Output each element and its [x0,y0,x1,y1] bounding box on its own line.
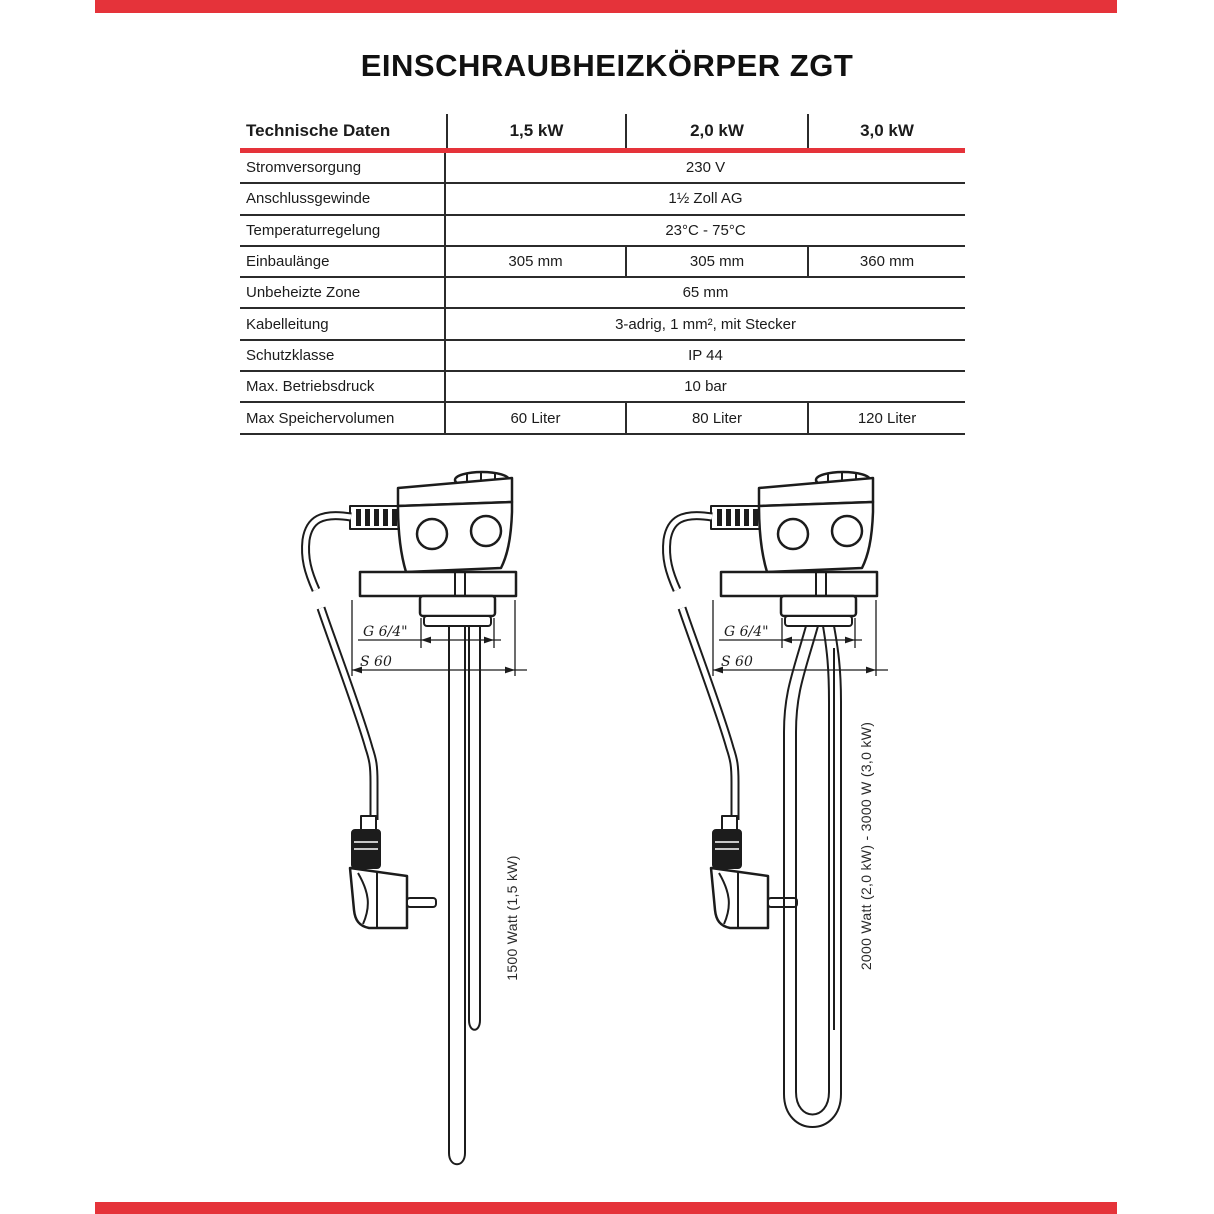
row-value: 23°C - 75°C [665,221,746,239]
table-row [240,309,965,340]
row-label: Schutzklasse [240,341,446,370]
row-label: Temperaturregelung [240,216,446,245]
row-value: IP 44 [688,346,723,364]
column-header-1-5kw: 1,5 kW [446,114,625,148]
row-value-3-0kw: 120 Liter [807,403,965,432]
table-row [240,184,965,215]
caption-1-5kw: 1500 Watt (1,5 kW) [504,855,520,981]
thread-dimension-label: G 6/4" [724,624,769,640]
row-label: Anschlussgewinde [240,184,446,213]
row-label: Stromversorgung [240,153,446,182]
row-label: Kabelleitung [240,309,446,338]
page-title: EINSCHRAUBHEIZKÖRPER ZGT [360,48,854,83]
table-row [240,216,965,247]
table-header-row [240,114,965,148]
caption-2-0-3-0kw: 2000 Watt (2,0 kW) - 3000 W (3,0 kW) [858,721,874,971]
technical-data-table [240,114,965,435]
table-row [240,153,965,184]
thread-dimension-label: G 6/4" [363,624,408,640]
row-label: Max Speichervolumen [240,403,446,432]
row-value-2-0kw: 80 Liter [625,403,807,432]
row-label: Max. Betriebsdruck [240,372,446,401]
row-value-2-0kw: 305 mm [625,247,807,276]
row-value: 1½ Zoll AG [668,190,743,208]
wrench-dimension-label: S 60 [360,654,392,670]
straight-heating-rod [449,626,480,1164]
row-value-3-0kw: 360 mm [807,247,965,276]
top-accent-bar [95,0,1117,13]
wrench-dimension-label: S 60 [721,654,753,670]
u-loop-heating-element [784,626,841,1127]
row-value-1-5kw: 305 mm [508,253,563,271]
table-row [240,341,965,372]
row-label: Einbaulänge [240,247,446,276]
heater-drawing-2-0-3-0kw [666,472,888,1127]
row-value: 3-adrig, 1 mm², mit Stecker [615,315,796,333]
table-row [240,278,965,309]
row-value: 65 mm [682,284,729,302]
heater-drawing-1-5kw [305,472,527,1164]
row-value: 10 bar [684,378,727,396]
table-row [240,372,965,403]
row-value-1-5kw: 60 Liter [510,409,561,427]
table-header-label: Technische Daten [246,121,391,140]
row-value: 230 V [685,159,726,177]
table-row [240,403,965,434]
row-label: Unbeheizte Zone [240,278,446,307]
column-header-2-0kw: 2,0 kW [625,114,807,148]
column-header-3-0kw: 3,0 kW [807,114,965,148]
bottom-accent-bar [95,1202,1117,1214]
table-row [240,247,965,278]
